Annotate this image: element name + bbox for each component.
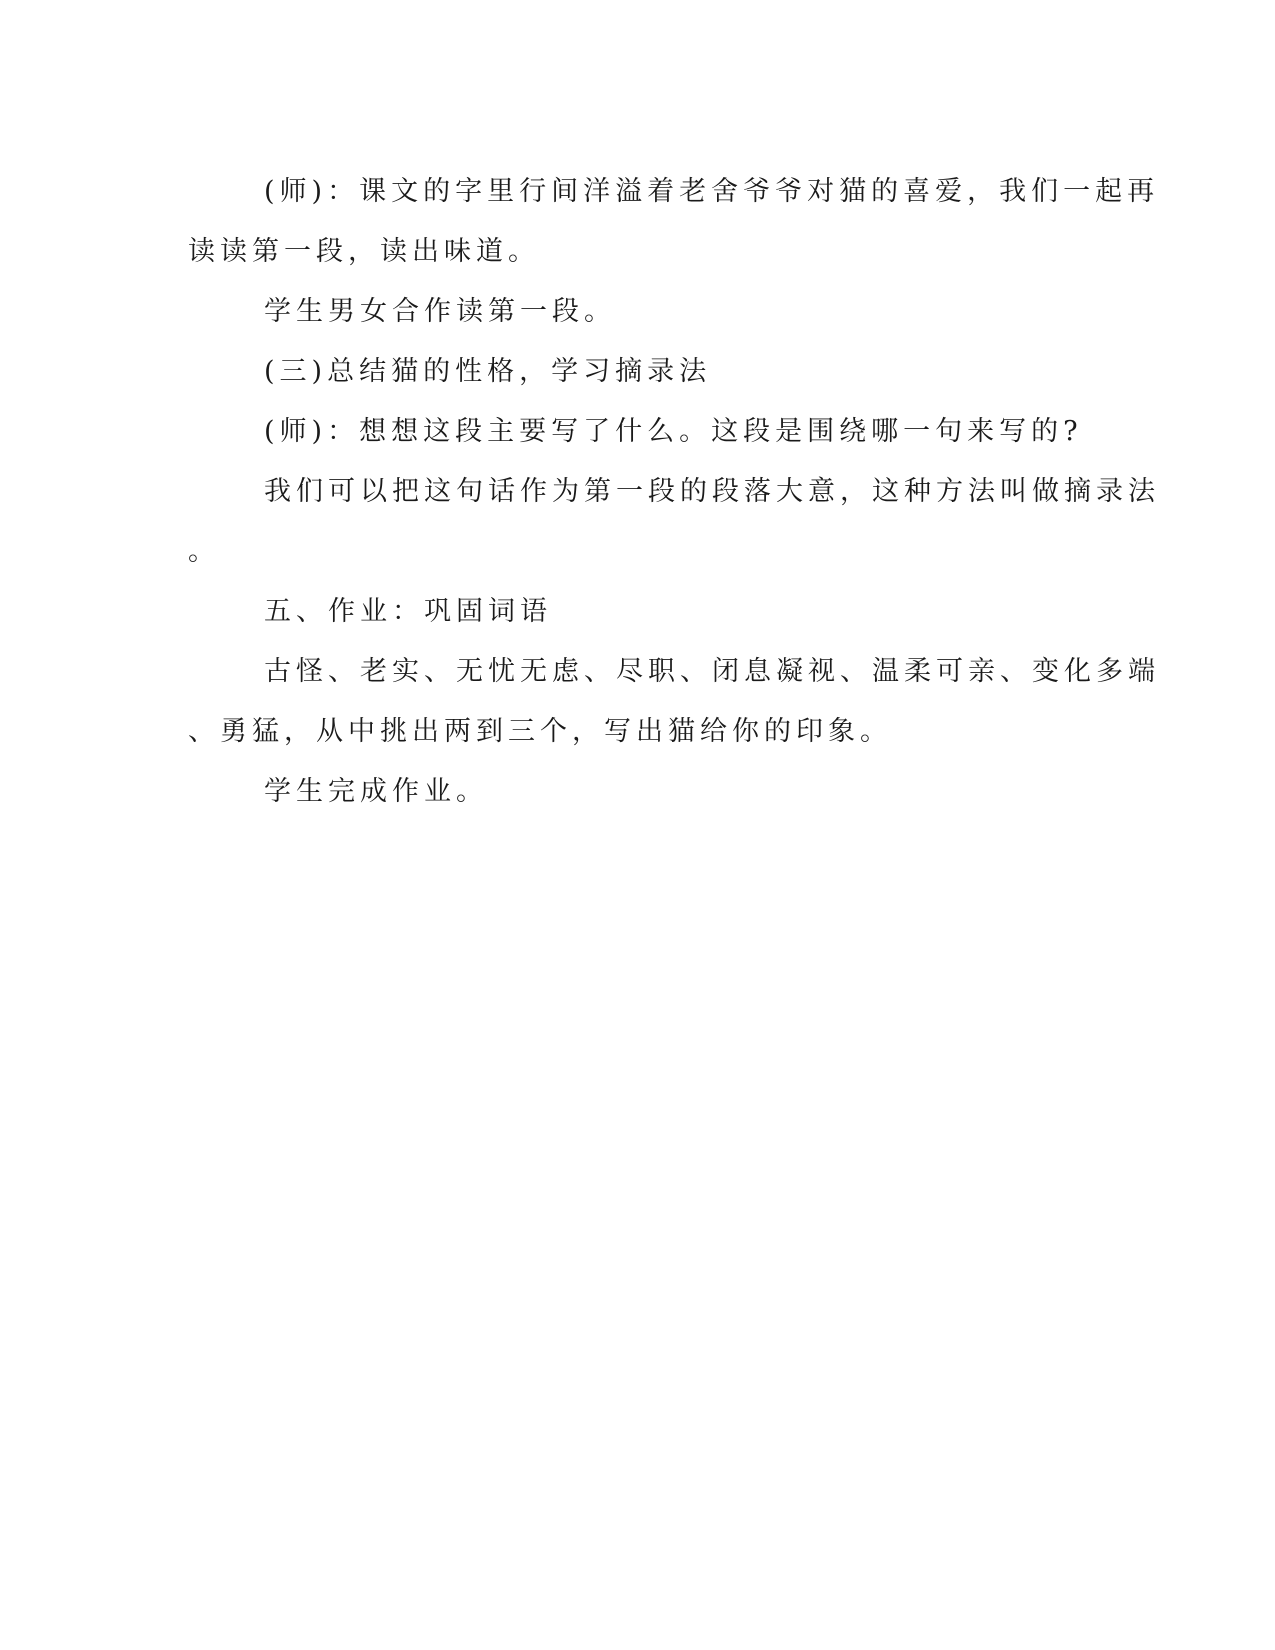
paragraph-students-read (188, 282, 1074, 342)
section-heading-summary (188, 342, 1074, 402)
paragraph-excerpt-method (188, 462, 1160, 582)
paragraph-line: 五、作业：巩固词语 (264, 596, 552, 627)
document-body (188, 162, 1160, 822)
paragraph-line: 我们可以把这句话作为第一段的段落大意，这种方法叫做摘录法 (264, 476, 1160, 507)
paragraph-teacher-intro (188, 162, 1160, 282)
paragraph-students-finish (188, 762, 1074, 822)
paragraph-line: 学生男女合作读第一段。 (264, 296, 616, 327)
paragraph-line: 读读第一段，读出味道。 (188, 236, 540, 267)
paragraph-line: 古怪、老实、无忧无虑、尽职、闭息凝视、温柔可亲、变化多端 (264, 656, 1160, 687)
paragraph-teacher-question (188, 402, 1083, 462)
paragraph-vocabulary (188, 642, 1160, 762)
section-heading-homework (188, 582, 1074, 642)
paragraph-line: (师)：课文的字里行间洋溢着老舍爷爷对猫的喜爱，我们一起再 (264, 176, 1160, 207)
paragraph-line: (师)：想想这段主要写了什么。这段是围绕哪一句来写的? (264, 416, 1083, 447)
paragraph-line: (三)总结猫的性格，学习摘录法 (264, 356, 712, 387)
paragraph-line: 、勇猛，从中挑出两到三个，写出猫给你的印象。 (188, 716, 892, 747)
paragraph-line: 学生完成作业。 (264, 776, 488, 807)
paragraph-line: 。 (188, 536, 220, 567)
